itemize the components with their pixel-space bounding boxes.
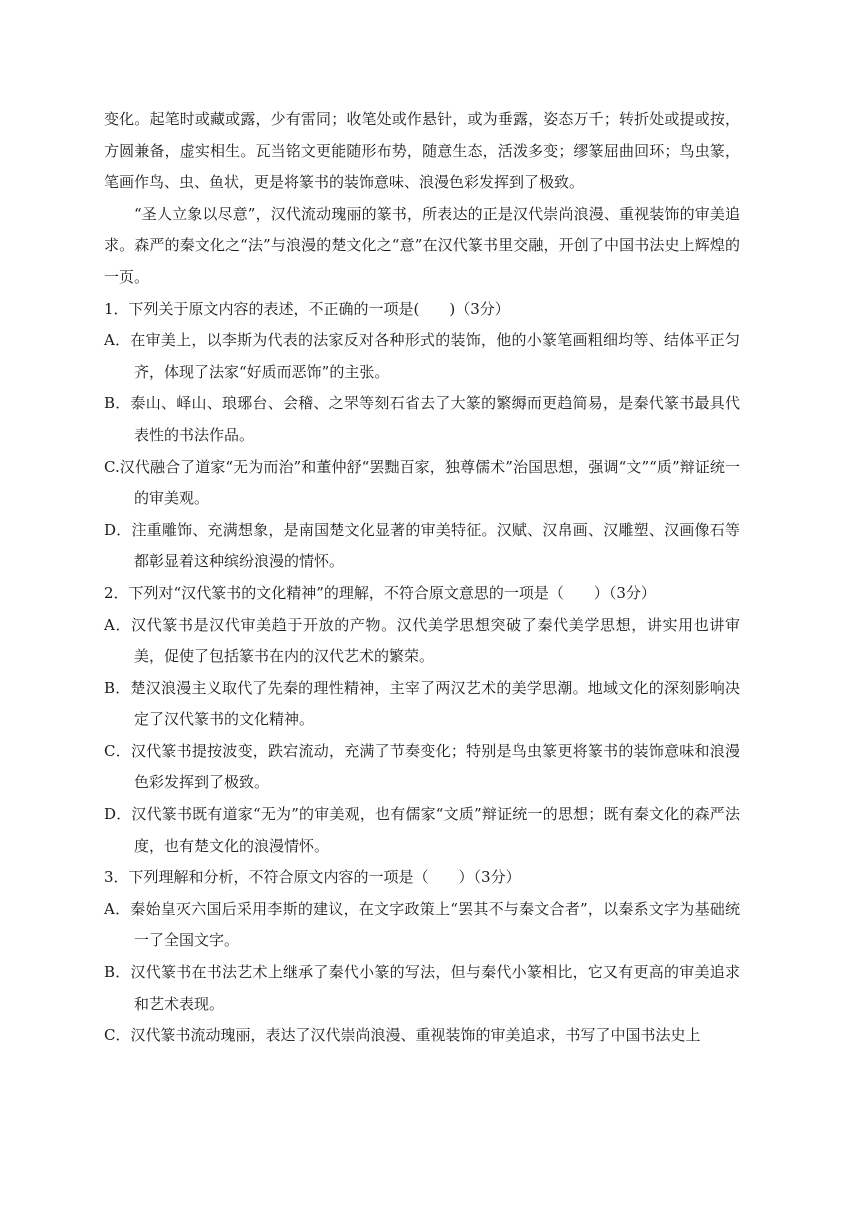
question-3-option-a: A．秦始皇灭六国后采用李斯的建议，在文字政策上“罢其不与秦文合者”，以秦系文字为基础统一了全国文字。	[104, 899, 740, 950]
question-2-option-b: B．楚汉浪漫主义取代了先秦的理性精神，主宰了两汉艺术的美学思潮。地域文化的深刻影响决定了汉代篆书的文化精神。	[104, 678, 740, 729]
question-3-option-c: C．汉代篆书流动瑰丽，表达了汉代崇尚浪漫、重视装饰的审美追求，书写了中国书法史上	[104, 1026, 701, 1045]
question-1-option-c: C.汉代融合了道家“无为而治”和董仲舒“罢黜百家，独尊儒术”治国思想，强调“文”“质”辩证统一的审美观。	[104, 457, 740, 508]
question-2-option-a: A．汉代篆书是汉代审美趋于开放的产物。汉代美学思想突破了秦代美学思想，讲实用也讲审美，促使了包括篆书在内的汉代艺术的繁荣。	[104, 615, 740, 666]
question-1-option-a: A．在审美上，以李斯为代表的法家反对各种形式的装饰，他的小篆笔画粗细均等、结体平正匀齐，体现了法家“好质而恶饰”的主张。	[104, 331, 740, 381]
question-3-stem: 3．下列理解和分析，不符合原文内容的一项是（ ）（3分）	[104, 868, 521, 887]
passage-paragraph-1: 变化。起笔时或藏或露，少有雷同；收笔处或作悬针，或为垂露，姿态万千；转折处或提或按，方圆兼备，虚实相生。瓦当铭文更能随形布势，随意生态，活泼多变；缪篆屈曲回环；鸟虫篆，笔画作鸟、虫、鱼状，更是将篆书的装饰意味、浪漫色彩发挥到了极致。	[104, 110, 740, 192]
document-body	[104, 104, 740, 1052]
passage-paragraph-2: “圣人立象以尽意”，汉代流动瑰丽的篆书，所表达的正是汉代崇尚浪漫、重视装饰的审美追求。森严的秦文化之“法”与浪漫的楚文化之“意”在汉代篆书里交融，开创了中国书法史上辉煌的一页。	[104, 204, 740, 286]
question-3-option-b: B．汉代篆书在书法艺术上继承了秦代小篆的写法，但与秦代小篆相比，它又有更高的审美追求和艺术表现。	[104, 963, 740, 1013]
question-1-option-d: D．注重雕饰、充满想象，是南国楚文化显著的审美特征。汉赋、汉帛画、汉雕塑、汉画像石等都彰显着这种缤纷浪漫的情怀。	[104, 520, 740, 571]
question-1-option-b: B．泰山、峄山、琅琊台、会稽、之罘等刻石省去了大篆的繁缛而更趋简易，是秦代篆书最具代表性的书法作品。	[104, 394, 740, 444]
question-2-option-d: D．汉代篆书既有道家“无为”的审美观，也有儒家“文质”辩证统一的思想；既有秦文化的森严法度，也有楚文化的浪漫情怀。	[104, 805, 740, 855]
question-2-stem: 2．下列对“汉代篆书的文化精神”的理解，不符合原文意思的一项是（ ）（3分）	[104, 583, 656, 602]
question-1-stem: 1．下列关于原文内容的表述，不正确的一项是( )（3分）	[104, 299, 510, 318]
question-2-option-c: C．汉代篆书提按波变，跌宕流动，充满了节奏变化；特别是鸟虫篆更将篆书的装饰意味和浪漫色彩发挥到了极致。	[104, 741, 740, 792]
